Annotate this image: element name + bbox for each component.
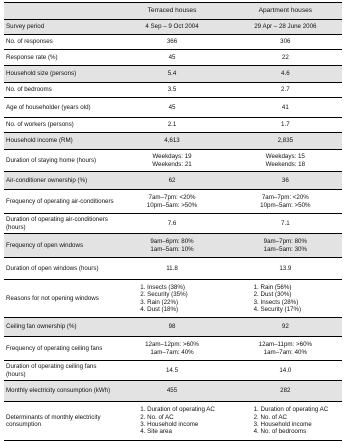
terraced-value-cell bbox=[115, 361, 228, 380]
header-apartment-houses: Apartment houses bbox=[258, 7, 313, 15]
terraced-value-cell bbox=[115, 172, 228, 189]
terraced-value-cell bbox=[115, 20, 228, 34]
table-row bbox=[4, 50, 342, 66]
apartment-value-cell bbox=[229, 402, 342, 440]
terraced-value: 3. Household income bbox=[140, 421, 199, 428]
apartment-value-cell bbox=[229, 381, 342, 401]
table-row bbox=[4, 258, 342, 280]
table-row bbox=[4, 280, 342, 318]
row-label: Frequency of open windows bbox=[6, 241, 84, 249]
row-label: No. of responses bbox=[6, 38, 53, 46]
apartment-value: Weekends: 18 bbox=[265, 160, 306, 168]
row-label: Duration of operating ceiling fans (hours) bbox=[6, 363, 97, 378]
header-terraced-houses: Terraced houses bbox=[147, 7, 197, 15]
terraced-value: 45 bbox=[168, 103, 176, 111]
apartment-value-cell bbox=[229, 133, 342, 149]
row-label: Ceiling fan ownership (%) bbox=[6, 323, 77, 331]
row-label: Duration of staying home (hours) bbox=[6, 156, 97, 164]
apartment-value: 1am–5am: 30% bbox=[263, 245, 307, 253]
terraced-value-cell bbox=[115, 337, 228, 360]
apartment-value-cell bbox=[229, 50, 342, 65]
apartment-value: 3. Insects (28%) bbox=[253, 298, 299, 306]
apartment-value-cell bbox=[229, 172, 342, 189]
row-label: Household size (persons) bbox=[6, 70, 77, 78]
apartment-value: 7.1 bbox=[281, 219, 290, 227]
terraced-value: 10pm–5am: >50% bbox=[146, 201, 198, 209]
apartment-value: 4.6 bbox=[281, 70, 290, 78]
apartment-value: 306 bbox=[280, 38, 291, 46]
apartment-value-cell bbox=[229, 258, 342, 279]
terraced-value: 14.5 bbox=[165, 366, 179, 374]
terraced-value-cell bbox=[115, 258, 228, 279]
apartment-value-cell bbox=[229, 190, 342, 213]
apartment-value: 12am–11pm: >60% bbox=[258, 341, 313, 349]
table-row bbox=[4, 133, 342, 150]
terraced-value: 2.1 bbox=[167, 121, 177, 129]
terraced-value: 455 bbox=[166, 387, 178, 395]
comparison-table bbox=[4, 2, 342, 441]
table-row bbox=[4, 234, 342, 258]
table-row bbox=[4, 402, 342, 441]
row-label: Duration of open windows (hours) bbox=[6, 264, 99, 272]
terraced-value: 5.4 bbox=[167, 70, 177, 78]
apartment-value-cell bbox=[229, 83, 342, 97]
apartment-value: 2. Dust (30%) bbox=[253, 291, 292, 299]
apartment-value-cell bbox=[229, 318, 342, 336]
apartment-value-cell bbox=[229, 280, 342, 317]
apartment-value: 1.7 bbox=[281, 121, 290, 129]
terraced-value: 1. Duration of operating AC bbox=[140, 406, 215, 414]
header-cell-blank bbox=[4, 3, 115, 19]
terraced-value: 2. Security (35%) bbox=[140, 291, 188, 299]
terraced-value: 1. Insects (38%) bbox=[140, 283, 185, 291]
row-label: Frequency of operating ceiling fans bbox=[6, 344, 103, 352]
apartment-value: 9am–7pm: 80% bbox=[263, 238, 307, 246]
terraced-value-cell bbox=[115, 190, 228, 213]
apartment-value: 1. Duration of operating AC bbox=[253, 406, 329, 414]
apartment-value: 2. No. of AC bbox=[253, 413, 287, 421]
table-row bbox=[4, 381, 342, 402]
row-label: Response rate (%) bbox=[6, 53, 58, 61]
terraced-value: 4. Dust (18%) bbox=[140, 305, 179, 313]
apartment-value-cell bbox=[229, 66, 342, 82]
apartment-value: 4. No. of bedrooms bbox=[253, 428, 307, 436]
apartment-value: 3. Household income bbox=[253, 421, 312, 428]
terraced-value: 7.6 bbox=[167, 219, 177, 227]
terraced-value-cell bbox=[115, 280, 228, 317]
apartment-value-cell bbox=[229, 361, 342, 380]
apartment-value-cell bbox=[229, 234, 342, 257]
apartment-value: 14.0 bbox=[279, 366, 292, 374]
apartment-value-cell bbox=[229, 20, 342, 34]
apartment-value: 10pm–5am: >50% bbox=[260, 201, 311, 209]
terraced-value-cell bbox=[115, 118, 228, 132]
table-row bbox=[4, 190, 342, 214]
apartment-value: 2,835 bbox=[277, 137, 294, 145]
terraced-value-cell bbox=[115, 35, 228, 49]
terraced-value-cell bbox=[115, 381, 228, 401]
apartment-value-cell bbox=[229, 150, 342, 171]
table-row bbox=[4, 66, 342, 83]
apartment-value: 36 bbox=[281, 176, 289, 184]
table-row bbox=[4, 20, 342, 35]
row-label: Duration of operating air-conditioners (hours) bbox=[6, 216, 108, 231]
apartment-value: 282 bbox=[280, 387, 291, 395]
terraced-value: 1am–7am: 40% bbox=[150, 348, 194, 356]
apartment-value: 29 Apr – 28 June 2006 bbox=[254, 23, 317, 31]
apartment-value: Weekdays: 15 bbox=[265, 153, 305, 161]
terraced-value-cell bbox=[115, 66, 228, 82]
table-row bbox=[4, 172, 342, 190]
terraced-value: 4 Sep – 9 Oct 2004 bbox=[145, 23, 199, 31]
table-row bbox=[4, 35, 342, 50]
row-label: Survey period bbox=[6, 23, 45, 31]
terraced-value: 45 bbox=[168, 53, 176, 61]
terraced-value-cell bbox=[115, 318, 228, 336]
apartment-value: 2.7 bbox=[281, 86, 290, 94]
row-label: No. of bedrooms bbox=[6, 86, 52, 94]
terraced-value: 366 bbox=[166, 38, 178, 46]
terraced-value: 4. Site area bbox=[140, 428, 172, 436]
terraced-value: Weekdays: 19 bbox=[152, 153, 192, 161]
apartment-value: 4. Security (17%) bbox=[253, 305, 302, 313]
apartment-value: 1. Rain (56%) bbox=[253, 283, 292, 291]
terraced-value-cell bbox=[115, 234, 228, 257]
table-header-row bbox=[4, 3, 342, 20]
terraced-value: 3.5 bbox=[167, 86, 177, 94]
terraced-value: 62 bbox=[168, 176, 176, 184]
terraced-value: 9am–6pm: 80% bbox=[150, 238, 194, 246]
terraced-value: 7am–7pm: <20% bbox=[148, 194, 196, 202]
apartment-value: 7am–7pm: <20% bbox=[261, 194, 309, 202]
apartment-value: 41 bbox=[281, 103, 289, 111]
terraced-value-cell bbox=[115, 83, 228, 97]
table-row bbox=[4, 83, 342, 98]
terraced-value: 2. No. of AC bbox=[140, 413, 174, 421]
apartment-value: 22 bbox=[281, 53, 289, 61]
table-row bbox=[4, 318, 342, 337]
apartment-value: 1am–7am: 40% bbox=[263, 348, 307, 356]
apartment-value-cell bbox=[229, 337, 342, 360]
table-body bbox=[4, 20, 342, 441]
apartment-value-cell bbox=[229, 118, 342, 132]
apartment-value-cell bbox=[229, 98, 342, 117]
terraced-value-cell bbox=[115, 402, 228, 440]
apartment-value-cell bbox=[229, 214, 342, 233]
terraced-value-cell bbox=[115, 133, 228, 149]
terraced-value-cell bbox=[115, 98, 228, 117]
table-row bbox=[4, 214, 342, 234]
table-row bbox=[4, 118, 342, 133]
terraced-value-cell bbox=[115, 214, 228, 233]
table-row bbox=[4, 361, 342, 381]
terraced-value: 98 bbox=[168, 323, 176, 331]
row-label: Household income (RM) bbox=[6, 137, 73, 145]
row-label: Frequency of operating air-conditioners bbox=[6, 197, 114, 205]
apartment-value-cell bbox=[229, 35, 342, 49]
terraced-value-cell bbox=[115, 150, 228, 171]
terraced-value-cell bbox=[115, 50, 228, 65]
terraced-value: 12am–12pm: >60% bbox=[145, 341, 199, 349]
row-label: Air-conditioner ownership (%) bbox=[6, 176, 88, 184]
terraced-value: Weekends: 21 bbox=[152, 160, 192, 168]
row-label: Monthly electricity consumption (kWh) bbox=[6, 387, 111, 395]
terraced-value: 3. Rain (22%) bbox=[140, 298, 179, 306]
row-label: Age of householder (years old) bbox=[6, 103, 91, 111]
row-label: Determinants of monthly electricity consumption bbox=[6, 413, 101, 428]
row-label: No. of workers (persons) bbox=[6, 121, 74, 129]
table-row bbox=[4, 98, 342, 118]
table-row bbox=[4, 150, 342, 172]
terraced-value: 1am–5am: 10% bbox=[150, 245, 194, 253]
apartment-value: 92 bbox=[281, 323, 289, 331]
terraced-value: 4,613 bbox=[164, 137, 180, 145]
table-row bbox=[4, 337, 342, 361]
apartment-value: 13.9 bbox=[279, 264, 292, 272]
terraced-value: 11.8 bbox=[166, 264, 178, 272]
row-label: Reasons for not opening windows bbox=[6, 294, 99, 302]
